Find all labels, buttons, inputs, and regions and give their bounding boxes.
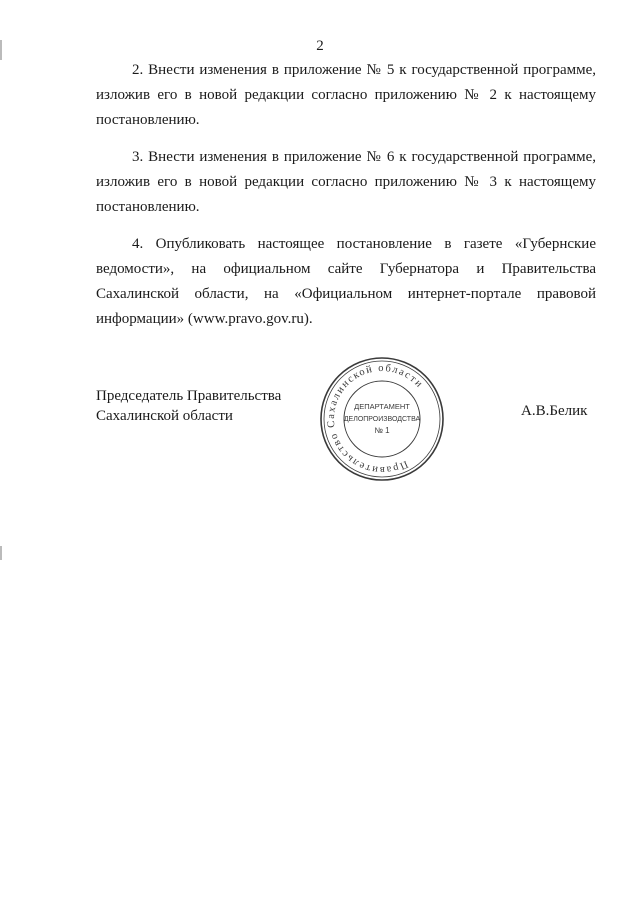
page-number: 2 <box>316 38 324 54</box>
signatory-position <box>96 386 281 426</box>
paragraph-item-3: 3. Внести изменения в приложение № 6 к государственной программе, изложив его в новой редакции согласно приложению № 3 к настоящему постановлению. <box>96 149 596 215</box>
signatory-name: А.В.Белик <box>521 403 588 419</box>
stamp-line3: № 1 <box>374 426 390 435</box>
stamp-ring-text: Правительство Сахалинской области <box>325 362 426 476</box>
stamp-line2: ДЕЛОПРОИЗВОДСТВА <box>343 416 421 423</box>
signatory-position-line1: Председатель Правительства <box>96 388 282 404</box>
document-body <box>96 58 596 344</box>
stamp-line1: ДЕПАРТАМЕНТ <box>354 402 410 411</box>
scan-edge-mark <box>0 546 2 560</box>
paragraph-item-2: 2. Внести изменения в приложение № 5 к государственной программе, изложив его в новой редакции согласно приложению № 2 к настоящему постановлению. <box>96 62 596 128</box>
paragraph-item-4: 4. Опубликовать настоящее постановление в газете «Губернские ведомости», на официальном сайте Губернатора и Правительства Сахалинской области, на «Официальном интернет-портале правовой информации» (www.pravo.gov.ru). <box>96 236 596 327</box>
official-stamp <box>318 355 446 483</box>
signatory-position-line2: Сахалинской области <box>96 408 233 424</box>
